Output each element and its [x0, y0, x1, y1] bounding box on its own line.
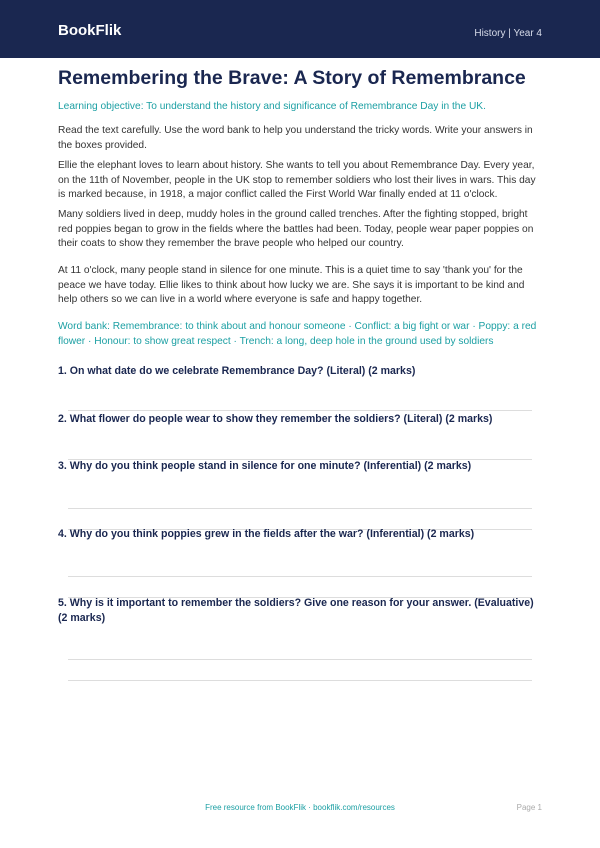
brand-logo: BookFlik [58, 22, 122, 39]
answer-line-q5a[interactable] [68, 659, 532, 660]
answer-line-q4a[interactable] [68, 576, 532, 577]
story-paragraph-3: At 11 o'clock, many people stand in silence for one minute. This is a quiet time to say 'thank you' for the peace we have today. Ellie likes to think about how lucky we are. She says it is important to be kind and help others so we can live in a world where everyone is safe and happy together. [58, 265, 525, 306]
answer-line-q1[interactable] [68, 410, 532, 411]
page-number: Page 1 [516, 803, 542, 812]
word-bank: Word bank: Remembrance: to think about and honour someone · Conflict: a big fight or war · Poppy: a red flower · Honour: to show great respect · Trench: a long, deep hole in the ground used by soldiers [58, 321, 537, 347]
story-paragraph-2: Many soldiers lived in deep, muddy holes in the ground called trenches. After the fighting stopped, bright red poppies began to grow in the fields where the battles had been. Today, people wear paper poppies on their coats to show they remember the brave people who helped our country. [58, 209, 534, 250]
subject-year-label: History | Year 4 [474, 28, 542, 39]
question-3: 3. Why do you think people stand in silence for one minute? (Inferential) (2 marks) [58, 460, 472, 472]
answer-line-q3a[interactable] [68, 508, 532, 509]
story-paragraph-1: Ellie the elephant loves to learn about history. She wants to tell you about Remembrance Day. Every year, on the 11th of November, people in the UK stop to remember soldiers who lost their lives in wars. This day is marked because, in 1918, a major conflict called the First World War finally ended at 11 o'clock. [58, 160, 536, 201]
header-bar [0, 0, 600, 58]
page-title: Remembering the Brave: A Story of Remembrance [58, 67, 526, 89]
question-4: 4. Why do you think poppies grew in the fields after the war? (Inferential) (2 marks) [58, 528, 475, 540]
question-1: 1. On what date do we celebrate Remembrance Day? (Literal) (2 marks) [58, 365, 416, 377]
answer-line-q5b[interactable] [68, 680, 532, 681]
learning-objective: Learning objective: To understand the history and significance of Remembrance Day in the UK. [58, 101, 486, 112]
footer-link-text: Free resource from BookFlik · bookflik.com/resources [205, 803, 395, 812]
instructions-text: Read the text carefully. Use the word bank to help you understand the tricky words. Write your answers in the boxes provided. [58, 125, 533, 151]
question-2: 2. What flower do people wear to show they remember the soldiers? (Literal) (2 marks) [58, 413, 493, 425]
question-5: 5. Why is it important to remember the soldiers? Give one reason for your answer. (Evaluative) (2 marks) [58, 597, 534, 624]
